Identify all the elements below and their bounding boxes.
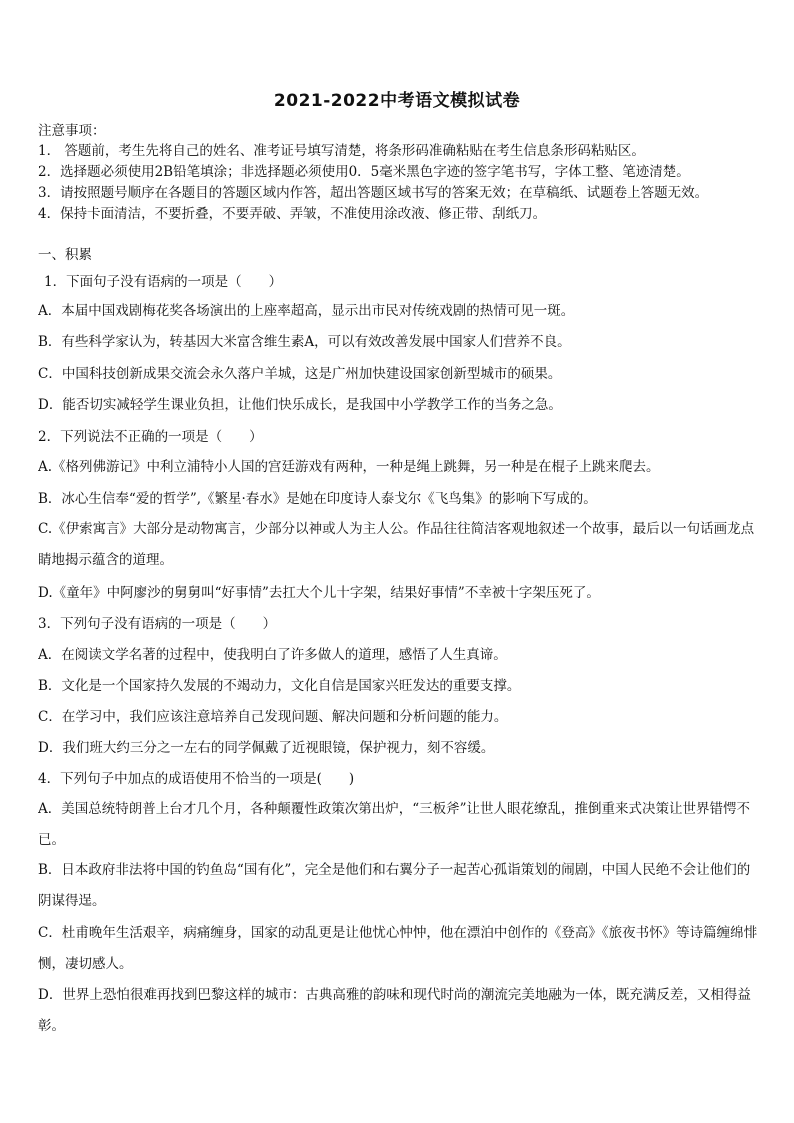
question-1-option-c: C．中国科技创新成果交流会永久落户羊城，这是广州加快建设国家创新型城市的硕果。 [38, 366, 562, 382]
notice-item-3: 3．请按照题号顺序在各题目的答题区域内作答，超出答题区域书写的答案无效；在草稿纸、试题卷上答题无效。 [38, 185, 709, 201]
question-3-option-d: D．我们班大约三分之一左右的同学佩戴了近视眼镜，保护视力，刻不容缓。 [38, 740, 495, 756]
section-heading: 一、积累 [38, 247, 92, 263]
question-2-stem: 2．下列说法不正确的一项是（ ） [38, 429, 263, 445]
question-2-option-a: A.《格列佛游记》中利立浦特小人国的宫廷游戏有两种，一种是绳上跳舞，另一种是在棍子上跳来爬去。 [38, 459, 660, 475]
notice-item-2: 2．选择题必须使用2B铅笔填涂；非选择题必须使用0．5毫米黑色字迹的签字笔书写，字体工整、笔迹清楚。 [38, 164, 690, 180]
question-1-stem: 1．下面句子没有语病的一项是（ ） [44, 274, 283, 290]
question-4-option-a: A．美国总统特朗普上台才几个月，各种颠覆性政策次第出炉，“三板斧”让世人眼花缭乱，推倒重来式决策让世界错愕不已。 [38, 801, 751, 848]
question-3-option-b: B．文化是一个国家持久发展的不竭动力，文化自信是国家兴旺发达的重要支撑。 [38, 678, 521, 694]
question-2-option-b: B．冰心生信奉“爱的哲学”,《繁星·春水》是她在印度诗人泰戈尔《飞鸟集》的影响下写成的。 [38, 491, 597, 507]
notice-item-4: 4．保持卡面清洁，不要折叠，不要弄破、弄皱，不准使用涂改液、修正带、刮纸刀。 [38, 206, 547, 222]
question-4-stem: 4．下列句子中加点的成语使用不恰当的一项是( ) [38, 771, 355, 787]
question-4-option-c: C．杜甫晚年生活艰辛，病痛缠身，国家的动乱更是让他忧心忡忡，他在漂泊中创作的《登高》《旅夜书怀》等诗篇缠绵悱恻，凄切感人。 [38, 925, 758, 972]
question-2-option-d: D.《童年》中阿廖沙的舅舅叫“好事情”去扛大个儿十字架，结果好事情”不幸被十字架压死了。 [38, 585, 600, 601]
question-3-option-c: C．在学习中，我们应该注意培养自己发现问题、解决问题和分析问题的能力。 [38, 709, 508, 725]
question-3-option-a: A．在阅读文学名著的过程中，使我明白了许多做人的道理，感悟了人生真谛。 [38, 647, 507, 663]
notice-item-1: 1． 答题前，考生先将自己的姓名、准考证号填写清楚，将条形码准确粘贴在考生信息条形码粘贴区。 [38, 143, 645, 159]
question-3-stem: 3．下列句子没有语病的一项是（ ） [38, 616, 277, 632]
question-2-option-c: C.《伊索寓言》大部分是动物寓言，少部分以神或人为主人公。作品往往简洁客观地叙述一个故事，最后以一句话画龙点睛地揭示蕴含的道理。 [38, 521, 755, 568]
page-title: 2021-2022中考语文模拟试卷 [273, 91, 521, 111]
question-4-option-b: B．日本政府非法将中国的钓鱼岛“国有化”，完全是他们和右翼分子一起苦心孤诣策划的闹剧，中国人民绝不会让他们的阴谋得逞。 [38, 862, 751, 909]
question-1-option-d: D．能否切实减轻学生课业负担，让他们快乐成长，是我国中小学教学工作的当务之急。 [38, 397, 562, 413]
question-1-option-a: A．本届中国戏剧梅花奖各场演出的上座率超高，显示出市民对传统戏剧的热情可见一斑。 [38, 303, 575, 319]
question-1-option-b: B．有些科学家认为，转基因大米富含维生素A，可以有效改善发展中国家人们营养不良。 [38, 334, 571, 350]
question-4-option-d: D．世界上恐怕很难再找到巴黎这样的城市：古典高雅的韵味和现代时尚的潮流完美地融为一体，既充满反差，又相得益彰。 [38, 987, 751, 1034]
notice-heading: 注意事项： [38, 123, 106, 139]
